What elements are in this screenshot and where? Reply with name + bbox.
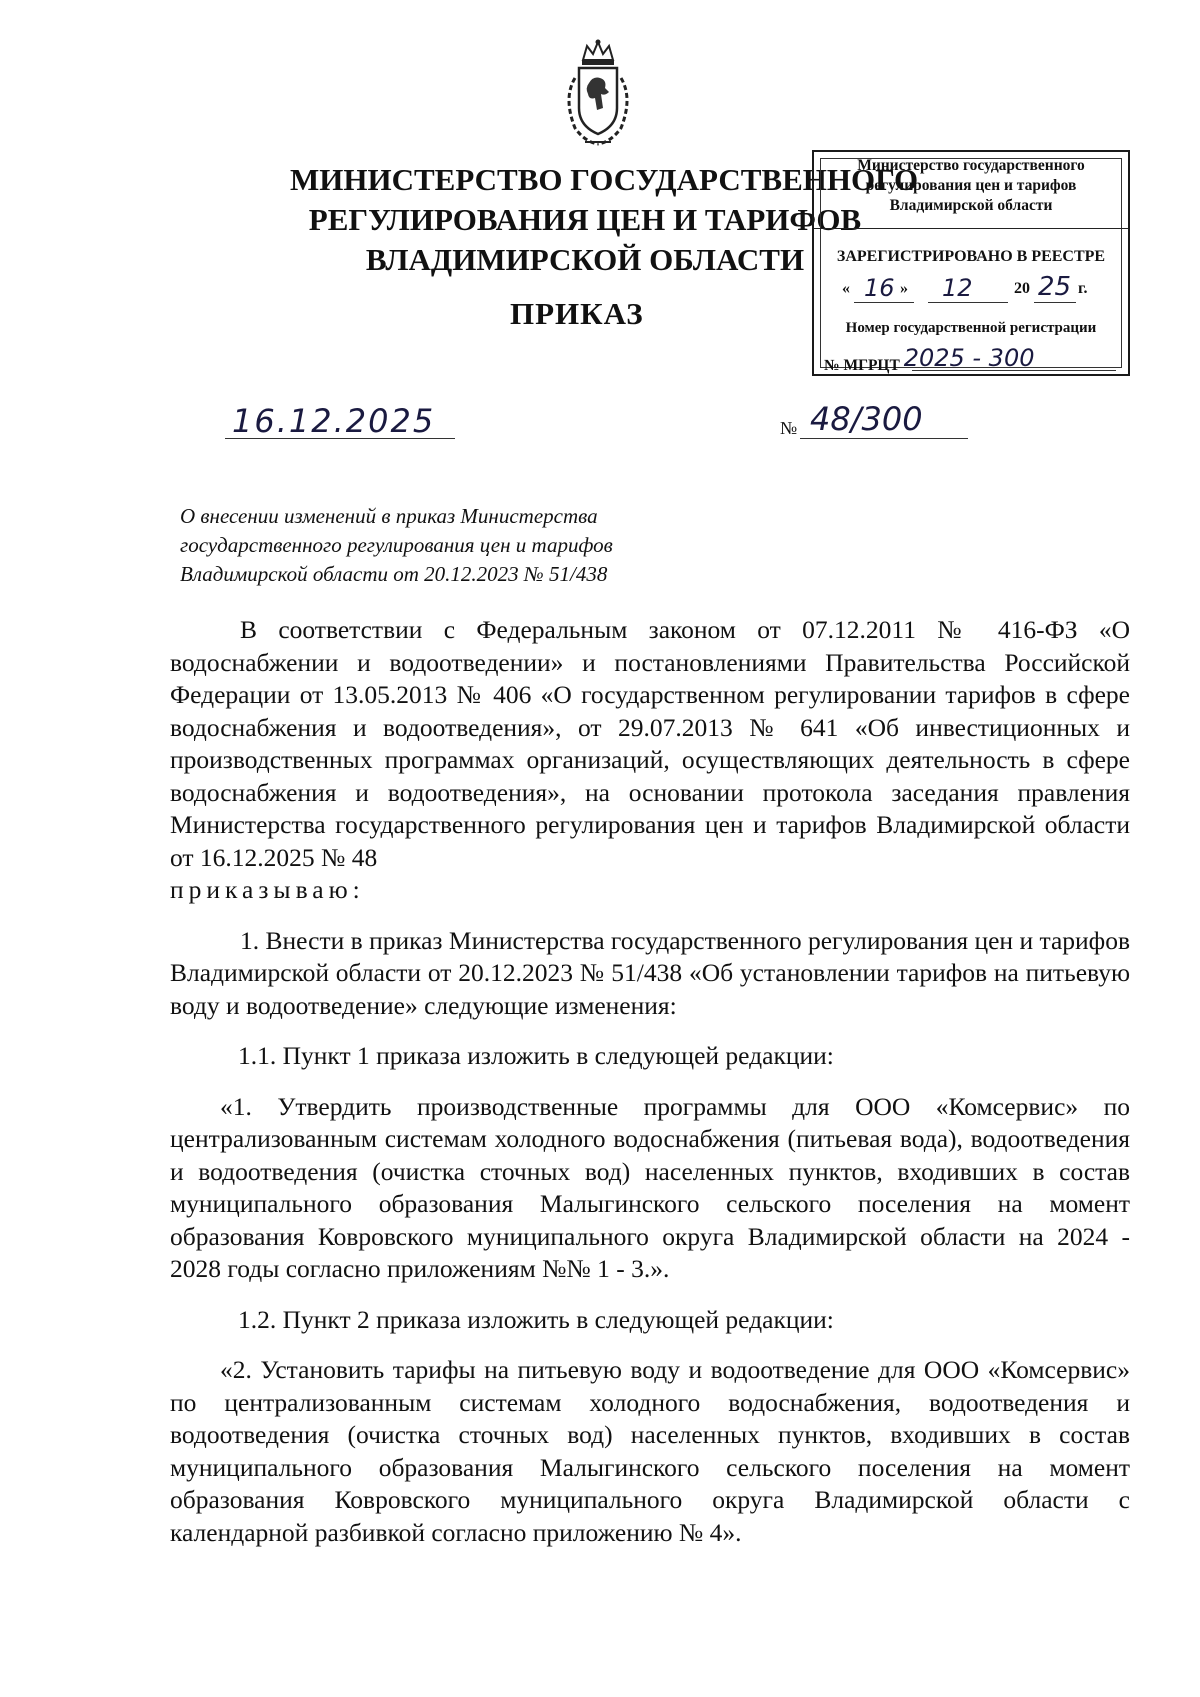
item-1-1-text: «1. Утвердить производственные программы для ООО «Комсервис» по централизованным системам холодного водоснабжения (питьевая вода), водоотведения и водоотведения (очистка сточных вод) населенных пунктов, входивших в состав муниципального образования Малыгинского сельского поселения на момент образования Ковровского муниципального округа Владимирской области на 2024 - 2028 годы согласно приложениям №№ 1 - 3.». bbox=[170, 1091, 1130, 1283]
subject-line1: О внесении изменений в приказ Министерства bbox=[180, 504, 598, 528]
registration-stamp bbox=[812, 150, 1130, 376]
item-1-2-text: «2. Установить тарифы на питьевую воду и водоотведение для ООО «Комсервис» по централизованным системам холодного водоснабжения, водоотведения и водоотведения (очистка сточных вод) населенных пунктов, входивших в состав муниципального образования Малыгинского сельского поселения на момент образования Ковровского муниципального округа Владимирской области с календарной разбивкой согласно приложению № 4». bbox=[170, 1355, 1130, 1547]
ministry-title-line3: ВЛАДИМИРСКОЙ ОБЛАСТИ bbox=[365, 242, 805, 277]
order-number-label: № bbox=[780, 418, 798, 438]
stamp-org bbox=[814, 156, 1128, 216]
stamp-registered-label: ЗАРЕГИСТРИРОВАНО В РЕЕСТРЕ bbox=[836, 248, 1106, 265]
stamp-org-line3: Владимирской области bbox=[889, 197, 1053, 214]
ministry-title-line1: МИНИСТЕРСТВО ГОСУДАРСТВЕННОГО bbox=[290, 162, 919, 197]
preamble-paragraph bbox=[170, 614, 1130, 907]
stamp-number-value: 2025 - 300 bbox=[903, 344, 1035, 372]
stamp-day: 16 bbox=[864, 274, 895, 302]
stamp-year-unit: г. bbox=[1078, 280, 1088, 297]
order-word: приказываю: bbox=[170, 875, 365, 904]
stamp-year-suffix: 25 bbox=[1038, 272, 1072, 302]
ministry-title bbox=[290, 160, 919, 280]
item-1-1-heading: 1.1. Пункт 1 приказа изложить в следующей редакции: bbox=[238, 1041, 834, 1070]
order-date: 16.12.2025 bbox=[232, 402, 436, 440]
stamp-year-prefix: 20 bbox=[1014, 280, 1030, 297]
order-subject bbox=[180, 502, 700, 589]
item-1: 1. Внести в приказ Министерства государственного регулирования цен и тарифов Владимирской области от 20.12.2023 № 51/438 «Об установлении тарифов на питьевую воду и водоотведение» следующие изменения: bbox=[170, 925, 1130, 1020]
subject-line2: государственного регулирования цен и тарифов bbox=[180, 533, 613, 557]
subject-line3: Владимирской области от 20.12.2023 № 51/438 bbox=[180, 562, 608, 586]
ministry-title-line2: РЕГУЛИРОВАНИЯ ЦЕН И ТАРИФОВ bbox=[308, 202, 862, 237]
stamp-month: 12 bbox=[942, 274, 973, 302]
preamble-text: В соответствии с Федеральным законом от 07.12.2011 № 416-ФЗ «О водоснабжении и водоотведении» и постановлениями Правительства Российской Федерации от 13.05.2013 № 406 «О государственном регулировании тарифов в сфере водоснабжения и водоотведения», от 29.07.2013 № 641 «Об инвестиционных и производственных программах организаций, осуществляющих деятельность в сфере водоснабжения и водоотведения», на основании протокола заседания правления Министерства государственного регулирования цен и тарифов Владимирской области от 16.12.2025 № 48 bbox=[170, 615, 1130, 872]
document-type: ПРИКАЗ bbox=[510, 296, 644, 331]
stamp-number bbox=[824, 344, 1124, 376]
order-number: 48/300 bbox=[810, 400, 923, 438]
item-1-2-heading: 1.2. Пункт 2 приказа изложить в следующей редакции: bbox=[238, 1304, 834, 1334]
stamp-org-line2: регулирования цен и тарифов bbox=[865, 177, 1077, 194]
stamp-date: « 16 » 12 20 25 г. bbox=[842, 272, 1088, 302]
stamp-number-title: Номер государственной регистрации bbox=[845, 320, 1097, 336]
order-body bbox=[170, 614, 1130, 1549]
stamp-number-prefix: № МГРЦТ bbox=[824, 357, 900, 374]
stamp-org-line1: Министерство государственного bbox=[857, 157, 1085, 174]
coat-of-arms-icon bbox=[555, 38, 641, 150]
